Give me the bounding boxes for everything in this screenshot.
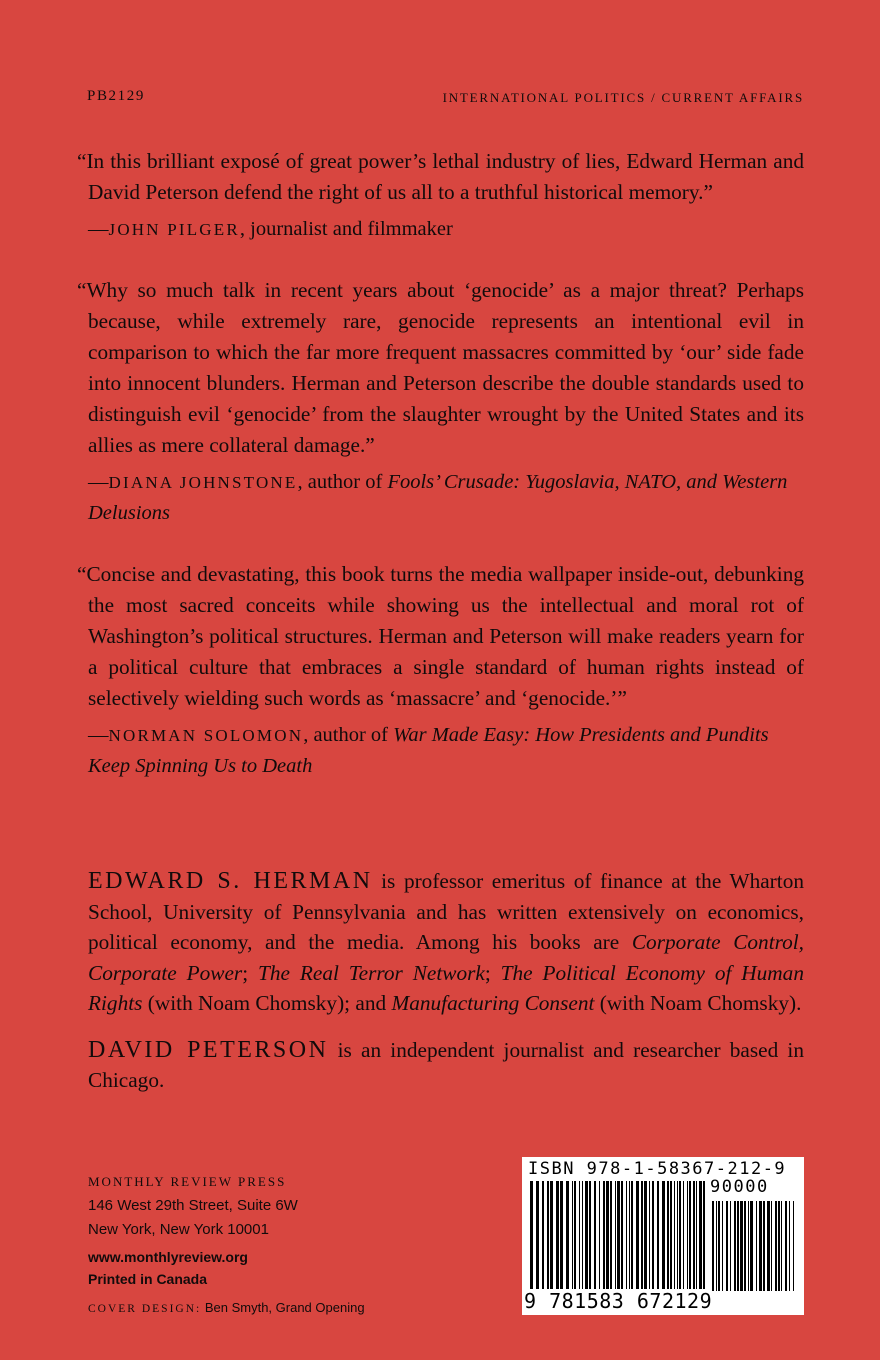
bio-herman [88,866,804,1019]
book-title: Manufacturing Consent [391,991,595,1015]
blurb-solomon [77,559,804,782]
blurb-text: “Concise and devastating, this book turns the media wallpaper inside-out, debunking the most sacred conceits while showing us the intellectual and moral rot of Washington’s political structures. Herman and Peterson will make readers yearn for a political culture that embraces a single standard of human rights instead of selectively wielding such words as ‘massacre’ and ‘genocide.’” [77,562,804,710]
blurbs [77,146,804,812]
blurb-attribution [88,467,804,529]
separator: ; [242,960,259,985]
publisher-name: MONTHLY REVIEW PRESS [88,1174,287,1189]
ean-barcode-bars [530,1181,708,1289]
bio-peterson [88,1035,804,1096]
attribution-work: War Made Easy: How Presidents and Pundits Keep Spinning Us to Death [88,724,769,777]
cover-design-credit [88,1300,365,1315]
blurb-text: “In this brilliant exposé of great power’s lethal industry of lies, Edward Herman and David Peterson defend the right of us all to a truthful historical memory.” [77,149,804,204]
attribution-name: NORMAN SOLOMON [108,726,304,745]
publisher-address-line-2: New York, New York 10001 [88,1221,269,1238]
attribution-name: JOHN PILGER [108,220,240,239]
bio-name: DAVID PETERSON [88,1036,329,1063]
category-label: INTERNATIONAL POLITICS / CURRENT AFFAIRS [442,90,804,105]
price-code: 90000 [710,1177,769,1197]
book-title: Corporate Control, Corporate Power [88,930,805,985]
blurb-pilger [77,146,804,245]
author-bios [88,866,804,1112]
book-title: The Real Terror Network [258,960,485,985]
cover-design-label: COVER DESIGN: [88,1303,202,1315]
printed-in: Printed in Canada [88,1271,208,1287]
attribution-name: DIANA JOHNSTONE [108,473,298,492]
attribution-dash: — [88,724,109,746]
price-barcode-bars [712,1201,796,1291]
blurb-attribution [88,214,804,245]
attribution-role: , author of [303,724,394,746]
blurb-attribution [88,720,804,782]
product-code: PB2129 [87,88,145,104]
attribution-dash: — [88,218,109,240]
attribution-dash: — [88,471,109,493]
publisher-info [88,1170,298,1290]
barcode [522,1157,804,1315]
header [87,88,804,106]
attribution-role: , journalist and filmmaker [239,218,453,240]
cover-design-name: Ben Smyth, Grand Opening [204,1300,365,1315]
bio-name: EDWARD S. HERMAN [88,868,373,894]
bio-text: is professor emeritus of finance at the Wharton School, University of Pennsylvania and has written extensively on economics, political economy, and the media. Among his books are [88,869,804,954]
blurb-johnstone [77,275,804,529]
barcode-digits: 9 781583 672129 [524,1289,713,1313]
bio-text: (with Noam Chomsky). [594,991,802,1015]
bio-text: is an independent journalist and researcher based in Chicago. [88,1037,804,1092]
blurb-text: “Why so much talk in recent years about ‘genocide’ as a major threat? Perhaps because, while extremely rare, genocide represents an intentional evil in comparison to which the far more frequent massacres committed by ‘our’ side fade into innocent blunders. Herman and Peterson describe the double standards used to distinguish evil ‘genocide’ from the slaughter wrought by the United States and its allies as mere collateral damage.” [77,278,804,457]
publisher-website: www.monthlyreview.org [88,1249,248,1265]
publisher-address-line-1: 146 West 29th Street, Suite 6W [88,1197,298,1214]
isbn-label: ISBN 978-1-58367-212-9 [528,1159,787,1179]
separator: ; [484,960,501,985]
attribution-work: Fools’ Crusade: Yugoslavia, NATO, and Western Delusions [88,471,788,524]
book-title: The Political Economy of Human Rights [88,960,804,1015]
attribution-role: , author of [297,471,388,493]
bio-text: (with Noam Chomsky); and [142,991,392,1015]
